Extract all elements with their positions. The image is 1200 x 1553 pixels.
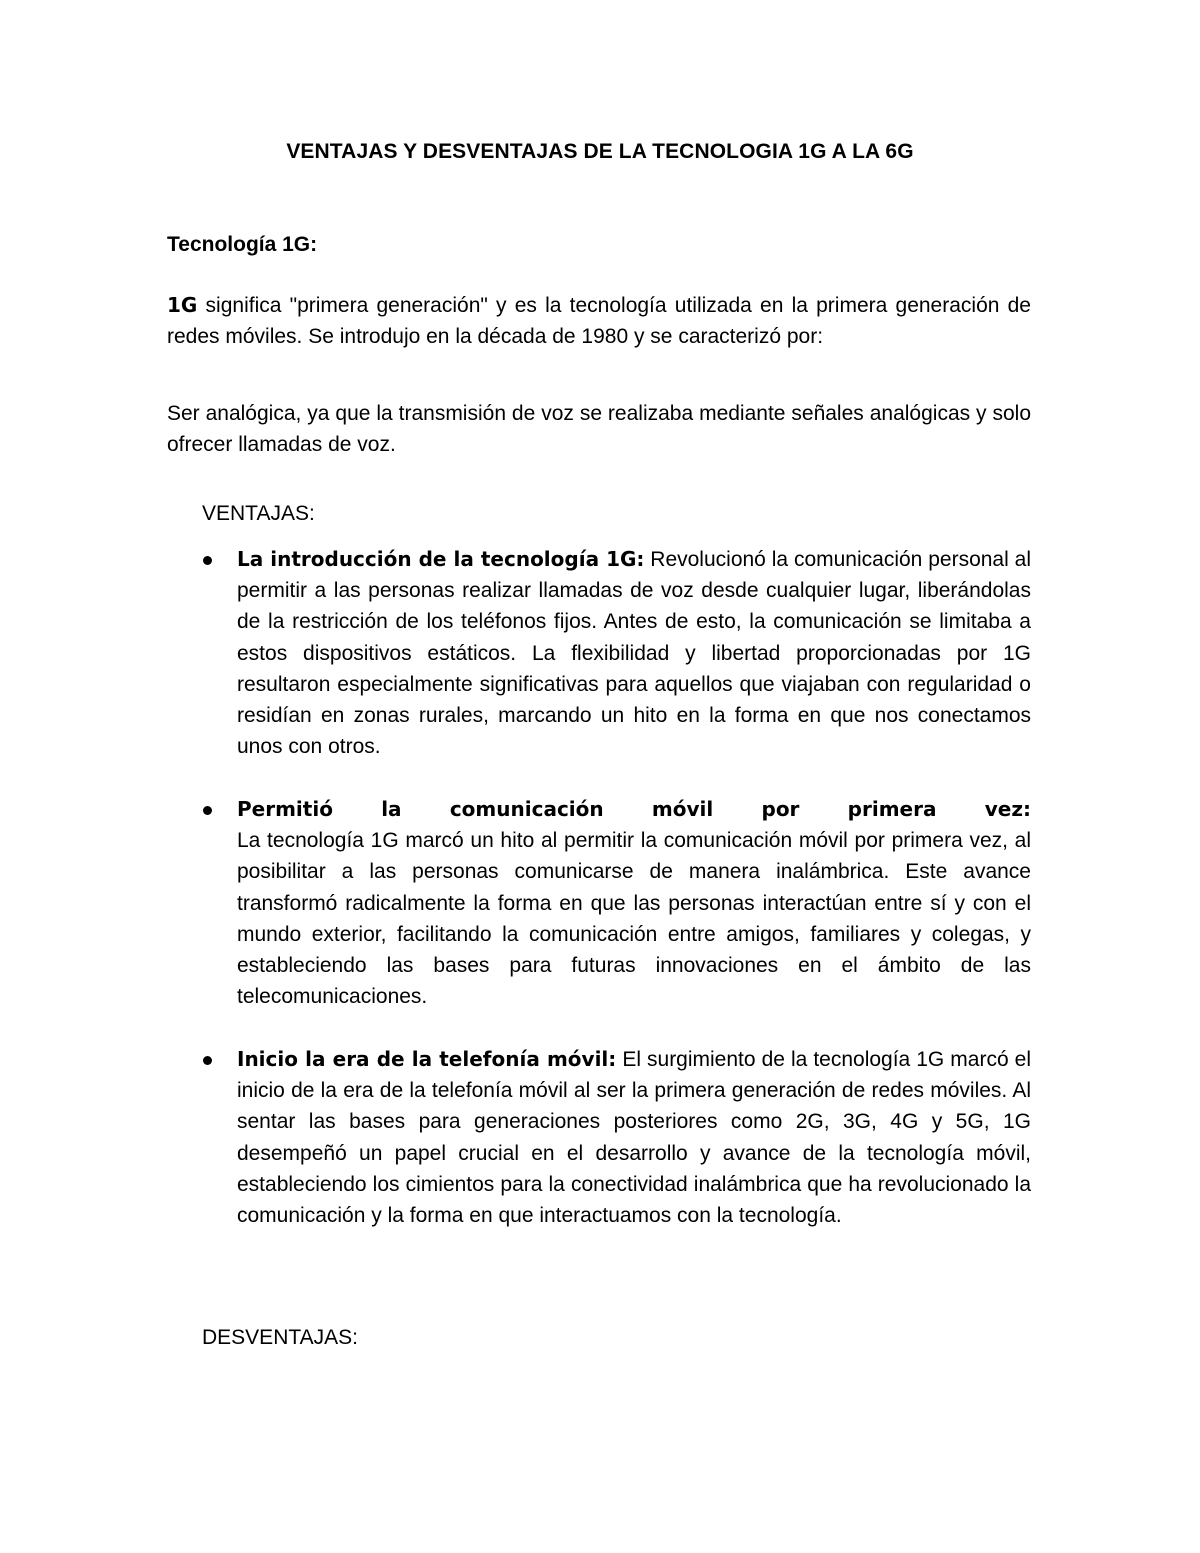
intro-term: 1G bbox=[167, 293, 198, 317]
bullet-icon bbox=[203, 556, 212, 565]
ventajas-label: VENTAJAS: bbox=[202, 502, 315, 525]
characteristic-paragraph: Ser analógica, ya que la transmisión de voz se realizaba mediante señales analógicas y solo ofrecer llamadas de voz. bbox=[167, 402, 1031, 456]
section-heading: Tecnología 1G: bbox=[167, 233, 318, 256]
desventajas-label: DESVENTAJAS: bbox=[202, 1326, 358, 1349]
list-item bbox=[237, 1044, 1031, 1231]
list-item-lead: Inicio la era de la telefonía móvil: bbox=[237, 1047, 617, 1071]
list-item-lead: La introducción de la tecnología 1G: bbox=[237, 547, 645, 571]
list-item-lead: Permitió la comunicación móvil por primera vez: bbox=[237, 797, 1031, 821]
list-item bbox=[237, 794, 1031, 1012]
list-item bbox=[237, 544, 1031, 762]
list-item-text: Revolucionó la comunicación personal al permitir a las personas realizar llamadas de voz desde cualquier lugar, liberándolas de la restricción de los teléfonos fijos. Antes de esto, la comunicación se limitaba a estos dispositivos estáticos. La flexibilidad y libertad proporcionadas por 1G resultaron especialmente significativas para aquellos que viajaban con regularidad o residían en zonas rurales, marcando un hito en la forma en que nos conectamos unos con otros. bbox=[237, 548, 1031, 759]
list-item-text: La tecnología 1G marcó un hito al permitir la comunicación móvil por primera vez, al posibilitar a las personas comunicarse de manera inalámbrica. Este avance transformó radicalmente la forma en que las personas interactúan entre sí y con el mundo exterior, facilitando la comunicación entre amigos, familiares y colegas, y estableciendo las bases para futuras innovaciones en el ámbito de las telecomunicaciones. bbox=[237, 829, 1031, 1009]
bullet-icon bbox=[203, 806, 212, 815]
document-title: VENTAJAS Y DESVENTAJAS DE LA TECNOLOGIA 1G A LA 6G bbox=[286, 140, 914, 163]
bullet-icon bbox=[203, 1056, 212, 1065]
list-item-text: El surgimiento de la tecnología 1G marcó el inicio de la era de la telefonía móvil al ser la primera generación de redes móviles. Al sentar las bases para generaciones posteriores como 2G, 3G, 4G y 5G, 1G desempeñó un papel crucial en el desarrollo y avance de la tecnología móvil, estableciendo los cimientos para la conectividad inalámbrica que ha revolucionado la comunicación y la forma en que interactuamos con la tecnología. bbox=[237, 1048, 1031, 1228]
intro-text: significa "primera generación" y es la tecnología utilizada en la primera generación de redes móviles. Se introdujo en la década de 1980 y se caracterizó por: bbox=[167, 294, 1031, 348]
